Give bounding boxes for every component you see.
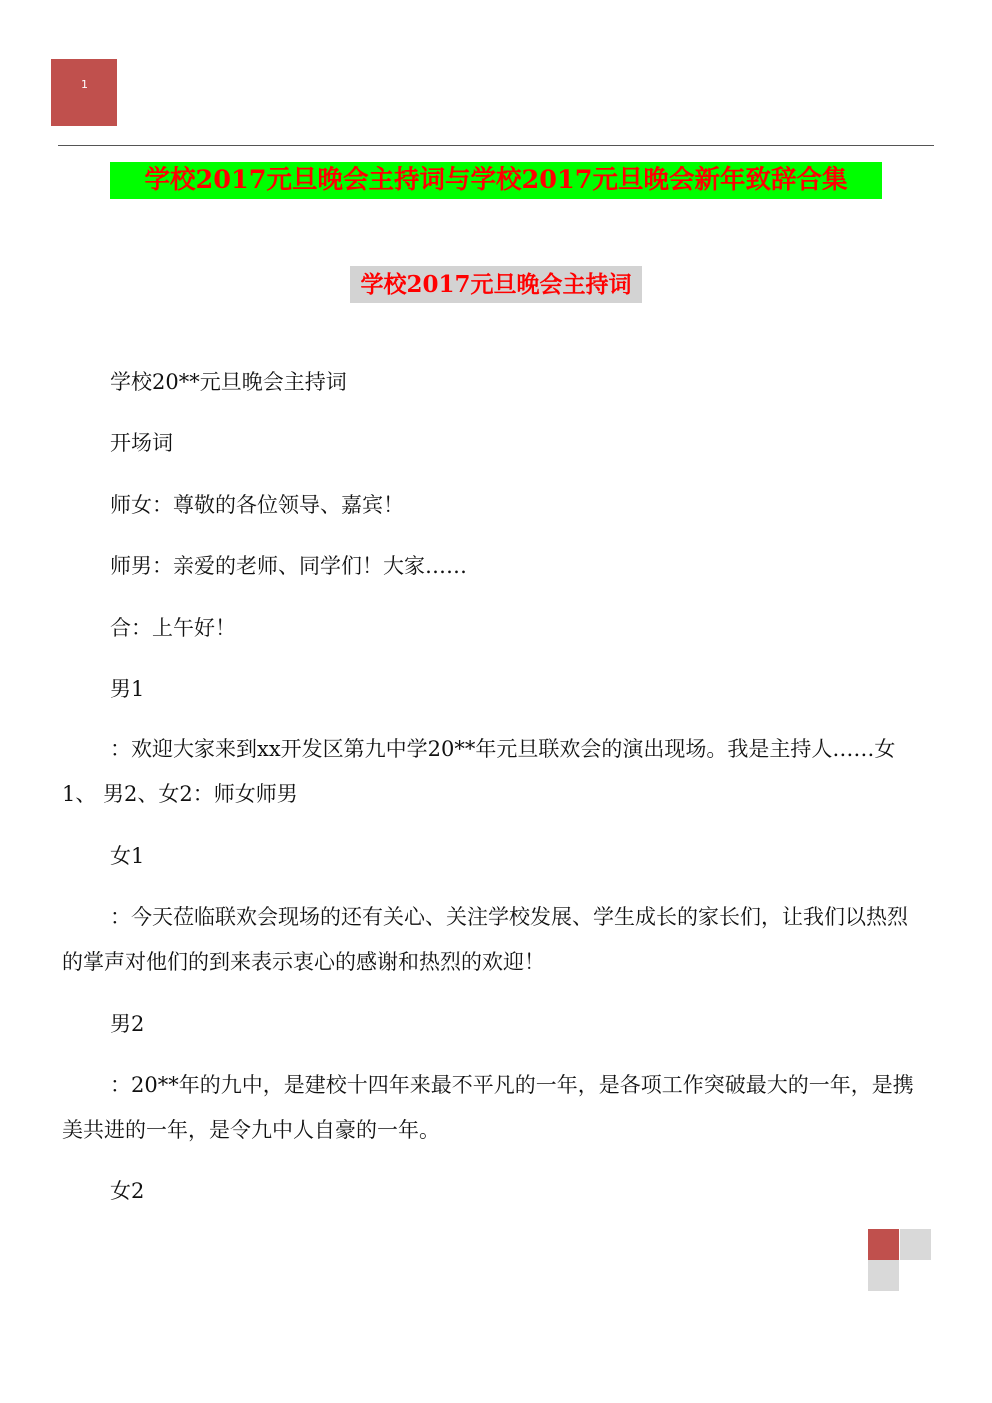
paragraph: 女1 [110,844,145,868]
paragraph: 学校20**元旦晚会主持词 [110,370,347,394]
paragraph: 男2 [110,1012,145,1036]
paragraph: 男1 [110,677,145,701]
paragraph: 女2 [110,1179,145,1203]
paragraph: ：今天莅临联欢会现场的还有关心、关注学校发展、学生成长的家长们，让我们以热烈的掌声对他们的到来表示衷心的感谢和热烈的欢迎！ [62,905,908,974]
decorative-square-gray [868,1260,899,1291]
decorative-square-gray [900,1229,931,1260]
page-number-badge [51,59,117,126]
paragraph: 合：上午好！ [110,616,236,640]
header-divider [58,145,934,146]
paragraph: ：欢迎大家来到xx开发区第九中学20**年元旦联欢会的演出现场。我是主持人……女1、 男2、女2：师女师男 [62,737,896,806]
decorative-square-red [868,1229,899,1260]
paragraph: 开场词 [110,431,173,455]
paragraph: 师女：尊敬的各位领导、嘉宾！ [110,493,404,517]
page-number: 1 [81,78,88,91]
paragraph: 师男：亲爱的老师、同学们！大家…… [110,554,467,578]
section-title: 学校2017元旦晚会主持词 [350,266,642,303]
paragraph: ：20**年的九中，是建校十四年来最不平凡的一年，是各项工作突破最大的一年，是携美共进的一年，是令九中人自豪的一年。 [62,1073,914,1142]
document-title: 学校2017元旦晚会主持词与学校2017元旦晚会新年致辞合集 [110,162,882,199]
